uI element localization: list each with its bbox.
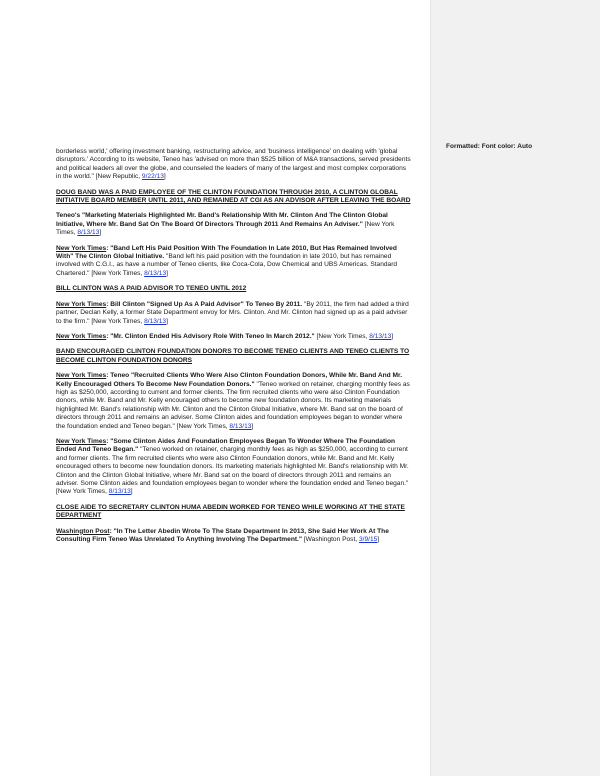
citation-end: ] [391,332,394,340]
section-heading: DOUG BAND WAS A PAID EMPLOYEE OF THE CLINTON FOUNDATION THROUGH 2010, A CLINTON GLOBAL INITIATIVE BOARD MEMBER UNTIL 2011, AND REMAINED AT CGI AS AN ADVISOR AFTER LEAVING THE BOARD [56,188,411,205]
formatting-comment[interactable]: Formatted: Font color: Auto [446,143,533,150]
section-heading: CLOSE AIDE TO SECRETARY CLINTON HUMA ABEDIN WORKED FOR TENEO WHILE WORKING AT THE STATE DEPARTMENT [56,503,405,520]
source-name: New York Times [56,300,107,308]
citation-end: ] [130,488,133,496]
citation-end: ] [166,269,168,277]
bold-lead: : "Mr. Clinton Ended His Advisory Role With Teneo In March 2012." [106,332,315,340]
bold-lead: : "In The Letter Abedin Wrote To The State Department In 2013, She Said Her Work At The Consulting Firm Teneo Was Unrelated To Anything Involving The Department." [56,527,389,544]
source-name: New York Times [56,332,107,340]
citation: [New York Times, [56,220,395,237]
quote-text: [Washington Post, [302,536,359,544]
source-name: New York Times [56,244,107,252]
source-link[interactable]: 3/9/15 [358,536,378,544]
citation-end: ] [163,173,166,181]
document-body [56,148,411,551]
quote-text: "Band left his paid position with the foundation in late 2010, but has remained involved with C.G.I., as have a number of Teneo clients, like Coca-Cola, Dow Chemical and UBS Americas. Standard Chartered." [New York Times, [56,253,398,277]
source-name: New York Times [56,437,107,445]
source-link[interactable]: 8/13/13 [229,422,252,430]
intro-text: borderless world,' offering investment banking, restructuring advice, and 'business intelligence' on dealing with 'global disruptors.' According to its website, Teneo has 'advised on more than $525 billion of M&A transactions, served presidents and political leaders all over the globe, and counseled the leaders of many of the largest and most complex corporations in the world." [New Republic, [56,148,411,181]
citation-end: ] [377,536,380,544]
paragraph [56,528,411,545]
quote-text: "Teneo worked on retainer, charging monthly fees as high as $250,000, according to current and former clients. The firm recruited clients who were also Clinton Foundation donors, while Mr. Band and Mr. Kelly encouraged others to become new foundation donors. Its marketing materials highlighted Mr. Band's relationship with Mr. Clinton and the Clinton Global Initiative, where Mr. Band sat on the board of directors through 2011 and remains an adviser. Some Clinton aides and foundation employees began to wonder where the foundation ended and Teneo began." [New York Times, [56,380,410,430]
bold-lead: : "Some Clinton Aides And Foundation Employees Began To Wonder Where The Foundation Ended And Teneo Began." [56,437,396,454]
bold-lead: Teneo's "Marketing Materials Highlighted Mr. Band's Relationship With Mr. Clinton And The Clinton Global Initiative, Where Mr. Band Sat On The Board Of Directors Through 2011 And Remains An Adviser." [56,212,388,228]
source-name: New York Times [56,372,107,380]
source-link[interactable]: 8/13/13 [108,488,131,496]
section-heading: BAND ENCOURAGED CLINTON FOUNDATION DONORS TO BECOME TENEO CLIENTS AND TENEO CLIENTS TO BECOME CLINTON FOUNDATION DONORS [56,348,410,364]
paragraph [56,245,411,279]
source-link[interactable]: 8/13/13 [369,332,392,340]
citation-end: ] [99,229,102,237]
section-heading: BILL CLINTON WAS A PAID ADVISOR TO TENEO UNTIL 2012 [56,285,247,293]
source-link[interactable]: 8/13/13 [144,317,167,325]
bold-lead: : Bill Clinton "Signed Up As A Paid Advisor" To Teneo By 2011. [106,300,303,308]
quote-text: "By 2011, the firm had added a third partner, Declan Kelly, a former State Department envoy for Mrs. Clinton. And Mr. Clinton had signed up as a paid adviser to the firm." [New York Times, [56,300,409,325]
source-link[interactable]: 8/13/13 [144,269,167,277]
paragraph [56,438,411,497]
source-link[interactable]: 9/22/13 [141,173,164,181]
paragraph [56,372,411,431]
paragraph [56,212,411,237]
paragraph [56,333,411,341]
quote-text: "Teneo worked on retainer, charging monthly fees as high as $250,000, according to current and former clients. The firm recruited clients who were also Clinton Foundation donors, while Mr. Band and Mr. Kelly encouraged others to become new foundation donors. Its marketing materials highlighted Mr. Band's relationship with Mr. Clinton and the Clinton Global Initiative, where Mr. Band sat on the board of directors through 2011 and remains an adviser. Some Clinton aides and foundation employees began to wonder where the foundation ended and Teneo began." [New York Times, [56,446,409,496]
quote-text: [New York Times, [314,332,370,340]
bold-lead: : "Band Left His Paid Position With The Foundation In Late 2010, But Has Remained Involved With" The Clinton Global Initiative. [56,244,397,261]
paragraph [56,301,411,326]
source-name: Washington Post [56,527,110,535]
source-link[interactable]: 8/13/13 [77,229,100,237]
citation-end: ] [166,317,168,325]
comment-pane [430,0,600,776]
intro-paragraph [56,148,411,182]
citation-end: ] [251,422,254,430]
bold-lead: : Teneo "Recruited Clients Who Were Also Clinton Foundation Donors, While Mr. Band And Mr. Kelly Encouraged Others To Become New Foundation Donors." [56,372,403,388]
